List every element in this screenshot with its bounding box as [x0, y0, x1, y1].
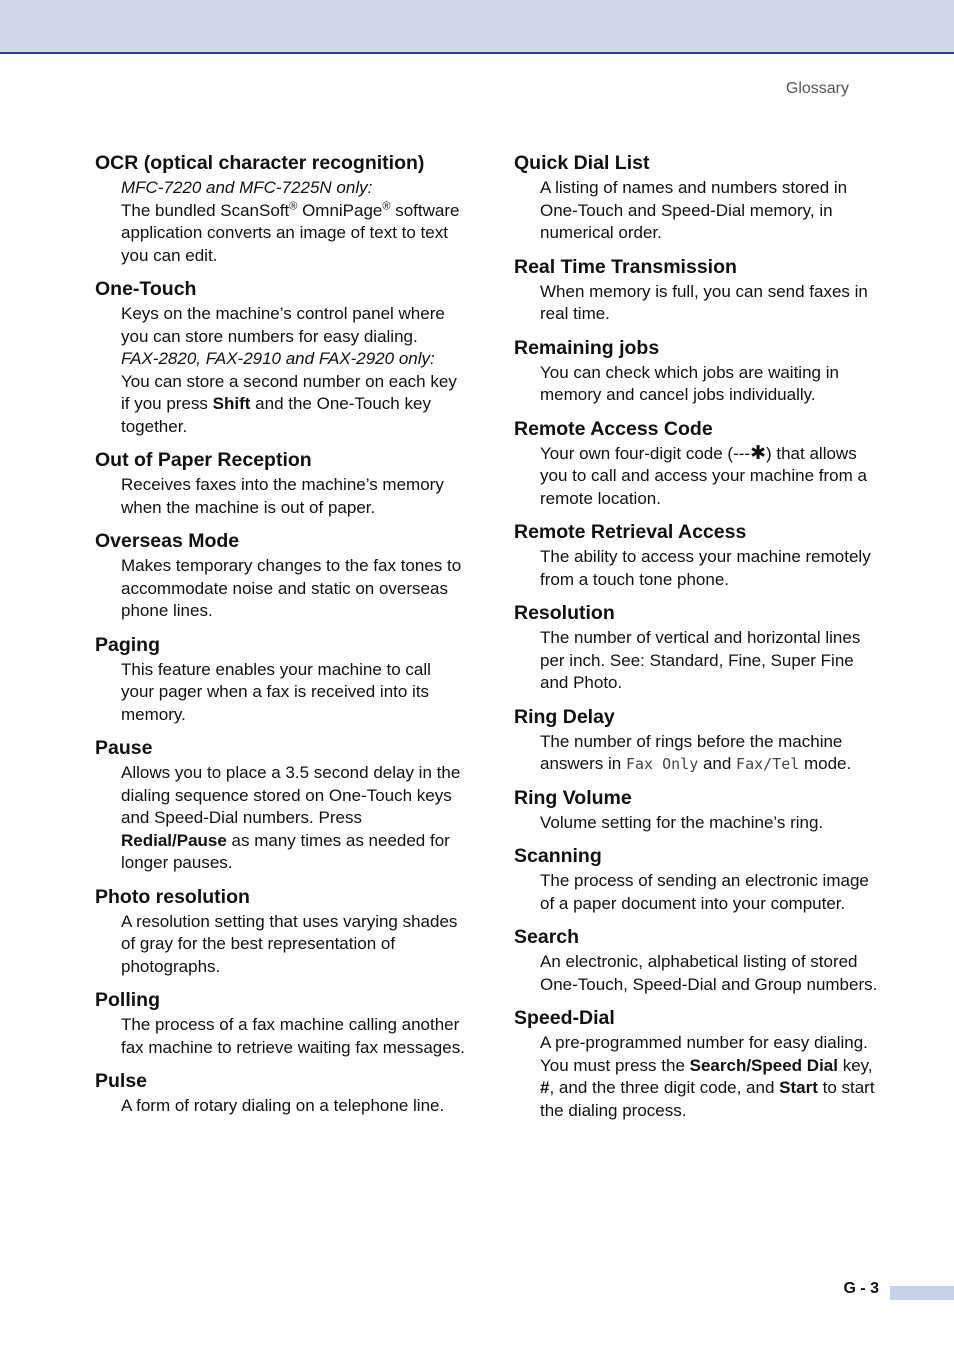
term-title: Search [514, 926, 580, 948]
glossary-entry [95, 632, 467, 727]
glossary-entry [514, 150, 886, 245]
term-title: Ring Volume [514, 786, 632, 809]
term-definition: You can check which jobs are waiting in memory and cancel jobs individually. [540, 362, 839, 404]
term-definition [121, 303, 467, 438]
glossary-entry [95, 447, 467, 519]
definition-text: Your own four-digit code (--- [540, 443, 751, 463]
star-key-icon: ✱ [750, 442, 766, 464]
definition-text: OmniPage [297, 200, 383, 220]
term-title: OCR (optical character recognition) [95, 152, 425, 174]
term-definition: The ability to access your machine remotely from a touch tone phone. [540, 547, 871, 589]
definition-text: ) that allows you to call and access your machine from a remote location. [540, 443, 867, 508]
definition-text: Allows you to place a 3.5 second delay in the dialing sequence stored on One-Touch keys and Speed-Dial numbers. Press [121, 763, 461, 827]
term-title: Pulse [95, 1070, 148, 1092]
glossary-entry [514, 1005, 886, 1122]
term-definition [121, 762, 467, 875]
term-title: Speed-Dial [514, 1007, 615, 1029]
key-name: # [540, 1078, 550, 1097]
definition-text: , and the three digit code, and [549, 1078, 780, 1097]
glossary-entry [514, 785, 886, 835]
model-note: MFC-7220 and MFC-7225N only: [121, 178, 373, 197]
term-definition: An electronic, alphabetical listing of stored One-Touch, Speed-Dial and Group numbers. [540, 952, 878, 994]
term-definition [540, 443, 886, 511]
definition-text: to start the dialing process. [540, 1078, 875, 1120]
definition-text: You can store a second number on each key if you press [121, 371, 457, 413]
term-definition [540, 731, 886, 776]
definition-text: software application converts an image of text to text you can edit. [121, 200, 460, 265]
term-definition: The process of sending an electronic image of a paper document into your computer. [540, 871, 869, 913]
term-definition: Makes temporary changes to the fax tones to accommodate noise and static on overseas phone lines. [121, 556, 462, 620]
term-title: Remote Access Code [514, 417, 713, 440]
header-bar [0, 0, 954, 54]
registered-mark: ® [382, 199, 391, 212]
key-name: Start [779, 1078, 818, 1097]
definition-text: as many times as needed for longer pauses. [121, 830, 450, 872]
term-definition: A resolution setting that uses varying shades of gray for the best representation of photographs. [121, 911, 458, 976]
glossary-entry [514, 924, 886, 996]
mode-name: Fax/Tel [736, 755, 800, 773]
glossary-entry [95, 884, 467, 979]
model-note: FAX-2820, FAX-2910 and FAX-2920 only: [121, 349, 435, 368]
key-name: Shift [212, 394, 251, 413]
term-title: Paging [95, 633, 161, 656]
glossary-entry [95, 150, 467, 267]
definition-text: The number of rings before the machine answers in [540, 731, 843, 773]
term-title: Remaining jobs [514, 336, 660, 359]
glossary-entry [514, 600, 886, 695]
key-name: Search/Speed Dial [689, 1055, 838, 1075]
section-label: Glossary [785, 80, 849, 97]
glossary-entry [95, 735, 467, 875]
mode-name: Fax Only [625, 755, 699, 773]
definition-text: Keys on the machine’s control panel where you can store numbers for easy dialing. [121, 304, 445, 346]
term-title: Polling [95, 989, 160, 1011]
term-definition [540, 1032, 886, 1122]
term-title: Scanning [514, 845, 602, 867]
definition-text: key, [837, 1055, 873, 1075]
glossary-entry [514, 704, 886, 776]
glossary-entry [514, 519, 886, 591]
definition-text: and [698, 754, 737, 773]
definition-text: and the One-Touch key together. [121, 394, 431, 436]
term-definition: The number of vertical and horizontal lines per inch. See: Standard, Fine, Super Fine and Photo. [540, 628, 861, 692]
page-tab-marker [890, 1286, 954, 1300]
term-title: Remote Retrieval Access [514, 521, 747, 543]
definition-text: mode. [799, 754, 852, 773]
term-definition: A form of rotary dialing on a telephone line. [121, 1096, 445, 1115]
definition-text: The bundled ScanSoft [121, 200, 290, 220]
glossary-entry [514, 254, 886, 326]
term-title: Overseas Mode [95, 530, 240, 552]
glossary-entry [514, 416, 886, 511]
term-title: Out of Paper Reception [95, 449, 312, 471]
glossary-entry [514, 335, 886, 407]
term-title: Ring Delay [514, 705, 615, 728]
term-definition: Receives faxes into the machine’s memory when the machine is out of paper. [121, 475, 444, 517]
registered-mark: ® [289, 199, 298, 212]
term-title: Quick Dial List [514, 152, 650, 174]
term-definition: Volume setting for the machine’s ring. [540, 812, 824, 832]
definition-text: A pre-programmed number for easy dialing. You must press the [540, 1033, 868, 1075]
term-definition [121, 177, 467, 267]
glossary-column-right [514, 150, 886, 1131]
term-definition: When memory is full, you can send faxes in real time. [540, 281, 868, 323]
term-definition: The process of a fax machine calling another fax machine to retrieve waiting fax messages. [121, 1015, 465, 1057]
term-title: Real Time Transmission [514, 255, 737, 278]
glossary-entry [95, 276, 467, 438]
glossary-entry [95, 987, 467, 1059]
page-number: G - 3 [843, 1280, 879, 1297]
glossary-entry [514, 843, 886, 915]
glossary-entry [95, 1068, 467, 1118]
term-definition: This feature enables your machine to call your pager when a fax is received into its memory. [121, 659, 431, 724]
glossary-entry [95, 528, 467, 623]
key-name: Redial/Pause [121, 830, 227, 850]
term-title: Pause [95, 737, 153, 759]
term-title: Photo resolution [95, 885, 250, 908]
term-definition: A listing of names and numbers stored in One-Touch and Speed-Dial memory, in numerical order. [540, 178, 848, 242]
glossary-column-left [95, 150, 467, 1127]
term-title: Resolution [514, 602, 615, 624]
term-title: One-Touch [95, 278, 197, 300]
